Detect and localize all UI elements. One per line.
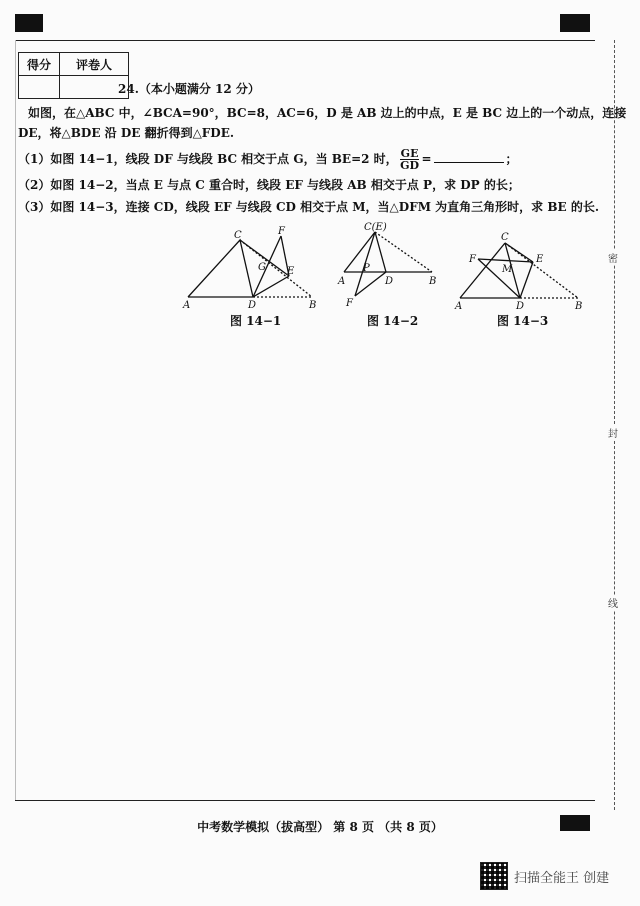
part-2: （2）如图 14−2，当点 E 与点 C 重合时，线段 EF 与线段 AB 相交于点 P，求 DP 的长； [18,178,520,192]
page-footer: 中考数学模拟（拔高型） 第 8 页 （共 8 页） [197,820,443,834]
figure-14-3-labels [454,232,582,312]
fig-14-1-caption: 图 14−1 [230,314,282,328]
margin-mark-xian: 线 [608,595,618,610]
figure-14-1-labels [182,226,316,311]
fig3-segment-ca [460,243,505,298]
fig3-label-f: F [469,254,476,265]
fig2-segment-ca [344,232,375,272]
margin-mark-feng: 封 [608,425,618,440]
fig3-segment-cb [505,243,578,298]
figure-14-2-labels [337,222,436,309]
fig1-label-b: B [309,300,317,311]
bottom-border [15,800,595,801]
part-3: （3）如图 14−3，连接 CD，线段 EF 与线段 CD 相交于点 M，当△DFM 为直角三角形时，求 BE 的长. [18,200,600,214]
fraction-numerator: GE [400,147,419,160]
fig2-label-p: P [363,263,370,274]
fig3-label-d: D [516,301,525,312]
fig2-label-d: D [385,276,394,287]
watermark-text: 扫描全能王 创建 [514,870,610,886]
fig3-segment-ed [520,262,533,298]
fig3-label-b: B [575,301,583,312]
fig1-label-c: C [234,230,242,241]
fig3-segment-fe [478,259,533,262]
geometry-figures [0,0,640,340]
fig2-segment-cb [375,232,432,272]
fig3-label-e: E [536,254,544,265]
fig2-label-a: A [338,276,346,287]
fig1-label-e: E [287,266,295,277]
fig1-label-a: A [183,300,191,311]
question-number: 24.（本小题满分 12 分） [118,82,260,96]
fig1-label-g: G [258,262,266,273]
margin-mark-mi: 密 [608,250,618,265]
fig-14-3-caption: 图 14−3 [497,314,549,328]
intro-line-1: 如图，在△ABC 中，∠BCA=90°，BC=8，AC=6，D 是 AB 边上的中点，E 是 BC 边上的一个动点，连接 [28,106,627,120]
score-label: 得分 [19,53,60,76]
fig1-label-f: F [278,226,285,237]
fig2-label-b: B [429,276,437,287]
fig2-segment-fd [355,272,386,296]
grader-label: 评卷人 [60,53,129,76]
fig-14-2-caption: 图 14−2 [367,314,419,328]
fig3-label-c: C [501,232,509,243]
part-1-end: ； [505,152,518,166]
fraction-denominator: GD [400,159,420,172]
fig2-label-ce: C(E) [364,222,387,233]
intro-line-2: DE，将△BDE 沿 DE 翻折得到△FDE. [18,126,235,140]
fig1-triangle-acd [188,240,253,297]
fig1-label-d: D [248,300,257,311]
fig3-label-m: M [502,264,513,275]
fig2-label-f: F [346,298,353,309]
fig3-label-a: A [455,301,463,312]
scanner-watermark [480,862,609,890]
figure-14-3 [460,243,578,298]
qr-code-icon [480,862,508,890]
fig3-segment-fd [478,259,520,298]
part-1-prefix: （1）如图 14−1，线段 DF 与线段 BC 相交于点 G，当 BE=2 时， [18,152,398,166]
part-1-equals: = [421,152,432,166]
fig2-segment-cd [375,232,386,272]
